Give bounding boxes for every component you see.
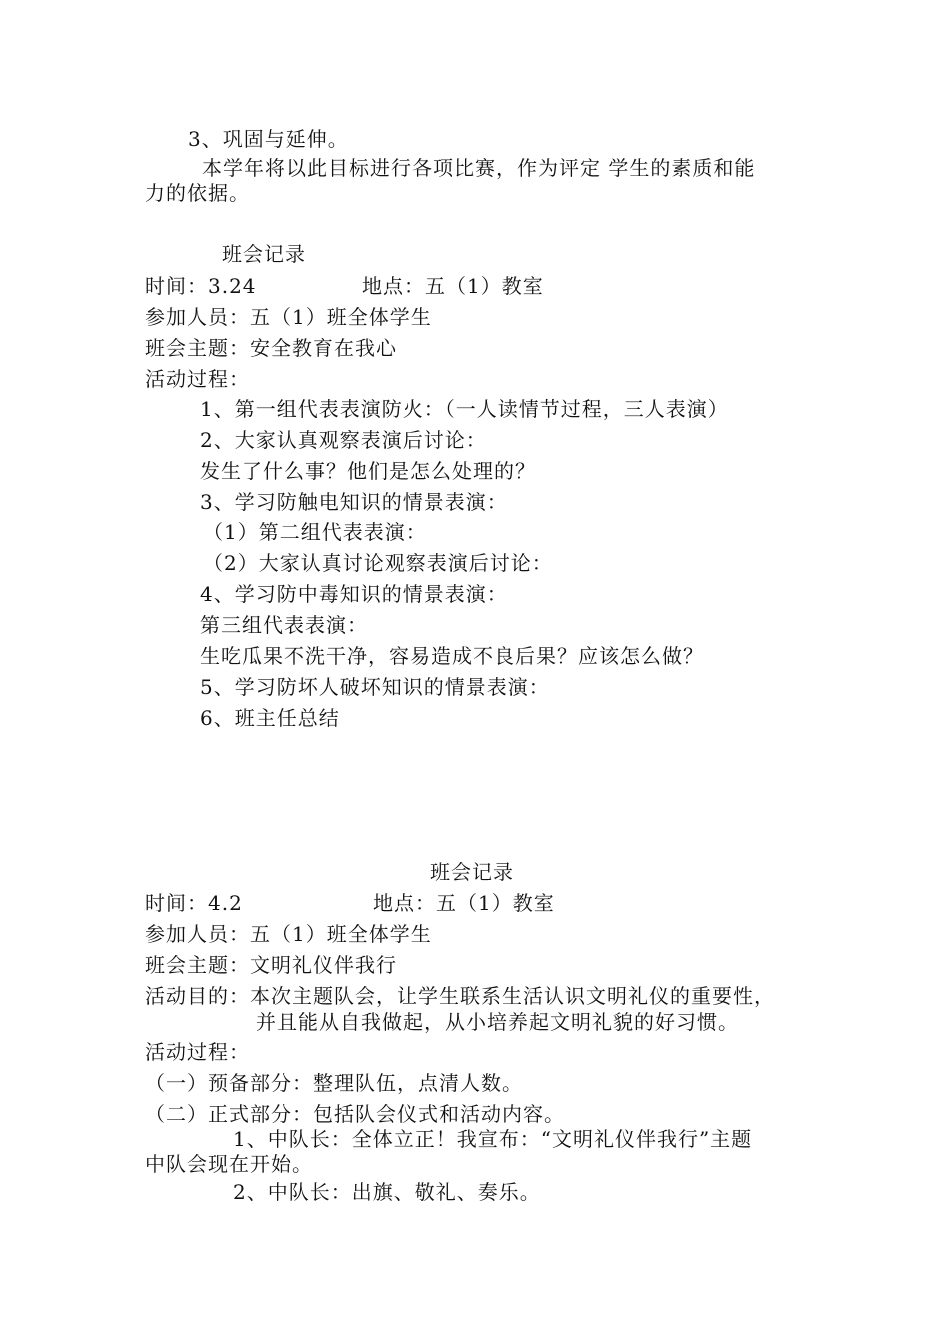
record1-step: 3、学习防触电知识的情景表演：: [200, 490, 508, 514]
record2-item-1-line-1: 1、中队长：全体立正！我宣布：“文明礼仪伴我行”主题: [233, 1127, 753, 1151]
record2-part-1: （一）预备部分：整理队伍，点清人数。: [145, 1071, 523, 1095]
record2-title: 班会记录: [430, 860, 514, 884]
record2-item-1-line-2: 中队会现在开始。: [145, 1152, 313, 1176]
intro-line: 3、巩固与延伸。: [188, 127, 349, 151]
record2-purpose-line-2: 并且能从自我做起，从小培养起文明礼貌的好习惯。: [256, 1010, 739, 1034]
record2-theme: 班会主题：文明礼仪伴我行: [145, 953, 397, 977]
record2-participants: 参加人员：五（1）班全体学生: [145, 922, 432, 946]
record1-step: （2）大家认真讨论观察表演后讨论：: [203, 551, 553, 575]
record2-place: 地点：五（1）教室: [373, 891, 555, 915]
record1-step: （1）第二组代表表演：: [203, 520, 427, 544]
record1-step: 2、大家认真观察表演后讨论：: [200, 428, 487, 452]
intro-paragraph-line-2: 力的依据。: [145, 181, 250, 205]
record2-part-2: （二）正式部分：包括队会仪式和活动内容。: [145, 1102, 565, 1126]
intro-paragraph-line-1: 本学年将以此目标进行各项比赛，作为评定 学生的素质和能: [202, 156, 756, 180]
record1-theme: 班会主题：安全教育在我心: [145, 336, 397, 360]
record1-place: 地点：五（1）教室: [362, 274, 544, 298]
record1-time: 时间：3.24: [145, 274, 257, 298]
record1-step: 生吃瓜果不洗干净，容易造成不良后果？应该怎么做？: [200, 644, 704, 668]
record1-step: 4、学习防中毒知识的情景表演：: [200, 582, 508, 606]
record1-step: 第三组代表表演：: [200, 613, 368, 637]
record1-step: 6、班主任总结: [200, 706, 340, 730]
record2-purpose-line-1: 活动目的：本次主题队会，让学生联系生活认识文明礼仪的重要性，: [145, 984, 775, 1008]
record1-step: 1、第一组代表表演防火：（一人读情节过程，三人表演）: [200, 397, 729, 421]
record1-process-label: 活动过程：: [145, 367, 250, 391]
record2-process-label: 活动过程：: [145, 1040, 250, 1064]
record1-participants: 参加人员：五（1）班全体学生: [145, 305, 432, 329]
record2-item-2: 2、中队长：出旗、敬礼、奏乐。: [233, 1180, 541, 1204]
record1-step: 发生了什么事？他们是怎么处理的？: [200, 459, 536, 483]
record1-title: 班会记录: [222, 242, 306, 266]
record2-time: 时间：4.2: [145, 891, 243, 915]
record1-step: 5、学习防坏人破坏知识的情景表演：: [200, 675, 550, 699]
